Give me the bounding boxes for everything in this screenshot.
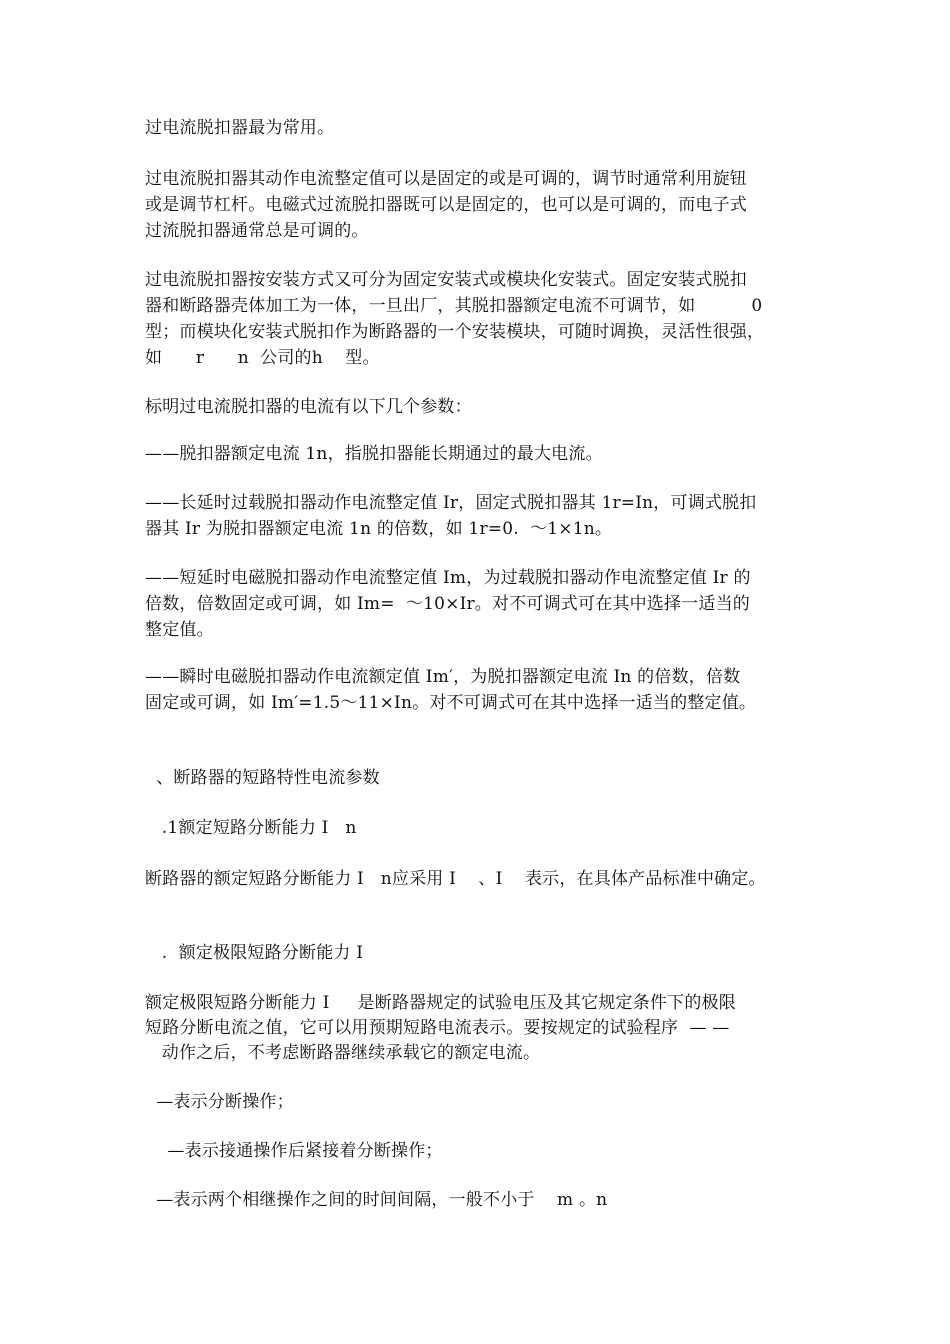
paragraph-line: 过电流脱扣器其动作电流整定值可以是固定的或是可调的，调节时通常利用旋钮 xyxy=(145,169,747,189)
list-item: —表示两个相继操作之间的时间间隔，一般不小于 m 。n xyxy=(145,1190,608,1210)
paragraph-line: ——短延时电磁脱扣器动作电流整定值 Im，为过载脱扣器动作电流整定值 Ir 的 xyxy=(145,568,751,588)
paragraph-line: 标明过电流脱扣器的电流有以下几个参数： xyxy=(145,397,472,417)
paragraph-line: 动作之后，不考虑断路器继续承载它的额定电流。 xyxy=(145,1043,541,1063)
paragraph-line: 型；而模块化安装式脱扣作为断路器的一个安装模块，可随时调换，灵活性很强， xyxy=(145,322,765,342)
paragraph-line: 过流脱扣器通常总是可调的。 xyxy=(145,221,369,241)
paragraph-line: 额定极限短路分断能力 I 是断路器规定的试验电压及其它规定条件下的极限 xyxy=(145,993,736,1013)
paragraph-line: ——长延时过载脱扣器动作电流整定值 Ir，固定式脱扣器其 1r=In，可调式脱扣 xyxy=(145,493,757,513)
list-item: —表示接通操作后紧接着分断操作； xyxy=(145,1141,443,1161)
paragraph-line: 过电流脱扣器最为常用。 xyxy=(145,118,335,138)
paragraph-line: 短路分断电流之值，它可以用预期短路电流表示。要按规定的试验程序 — — xyxy=(145,1018,730,1038)
paragraph-line: ——脱扣器额定电流 1n，指脱扣器能长期通过的最大电流。 xyxy=(145,444,603,464)
paragraph-line: ——瞬时电磁脱扣器动作电流额定值 Im′，为脱扣器额定电流 In 的倍数，倍数 xyxy=(145,667,741,687)
paragraph-line: 或是调节杠杆。电磁式过流脱扣器既可以是固定的，也可以是可调的，而电子式 xyxy=(145,195,747,215)
paragraph-line: 过电流脱扣器按安装方式又可分为固定安装式或模块化安装式。固定安装式脱扣 xyxy=(145,270,747,290)
section-heading: 、断路器的短路特性电流参数 xyxy=(145,768,380,788)
paragraph-line: 断路器的额定短路分断能力 I n应采用 I 、I 表示，在具体产品标准中确定。 xyxy=(145,869,766,889)
paragraph-line: 倍数，倍数固定或可调，如 Im= ～10×Ir。对不可调式可在其中选择一适当的 xyxy=(145,594,751,614)
list-item: —表示分断操作； xyxy=(145,1092,294,1112)
paragraph-line: 整定值。 xyxy=(145,620,214,640)
paragraph-line: 固定或可调，如 Im′=1.5～11×In。对不可调式可在其中选择一适当的整定值。 xyxy=(145,693,757,713)
paragraph-line: 器其 Ir 为脱扣器额定电流 1n 的倍数，如 1r=0. ～1×1n。 xyxy=(145,519,613,539)
paragraph-line: 如 r n 公司的h 型。 xyxy=(145,348,380,368)
subsection-heading: .1额定短路分断能力 I n xyxy=(145,818,357,838)
subsection-heading: . 额定极限短路分断能力 I xyxy=(145,943,364,963)
paragraph-line: 器和断路器壳体加工为一体，一旦出厂，其脱扣器额定电流不可调节，如 0 xyxy=(145,296,763,316)
